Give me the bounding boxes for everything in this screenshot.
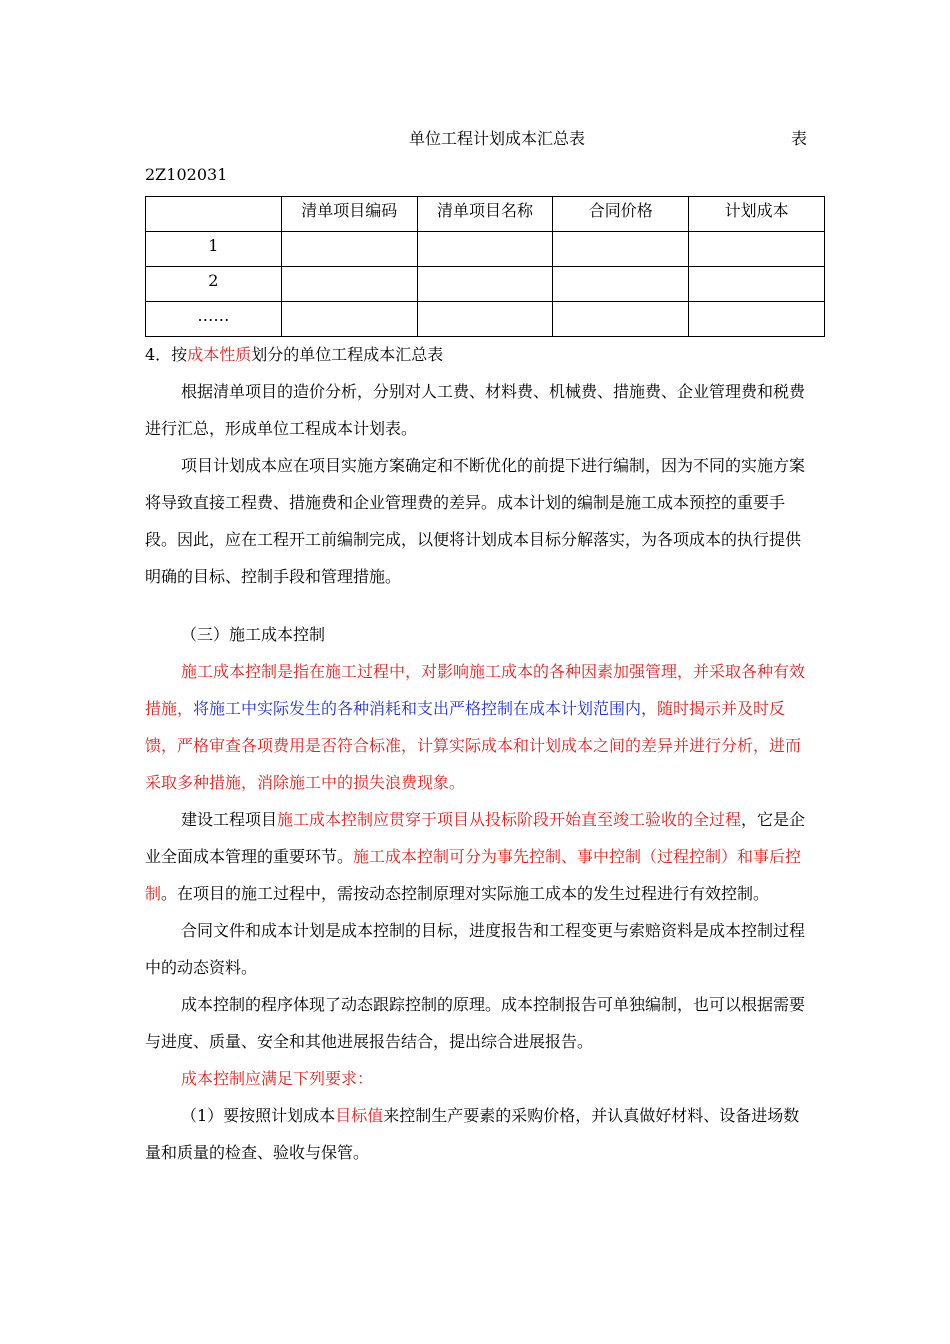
table-label: 表: [790, 129, 807, 148]
table-cell: [553, 302, 689, 337]
table-cell: [689, 302, 825, 337]
table-code: 2Z102031: [145, 165, 228, 184]
paragraph: 成本控制的程序体现了动态跟踪控制的原理。成本控制报告可单独编制，也可以根据需要与进度、质量、安全和其他进展报告结合，提出综合进展报告。: [145, 995, 806, 1051]
section-heading-3: （三）施工成本控制: [181, 625, 326, 644]
highlight-text: 成本性质: [187, 345, 252, 364]
table-header-cell: 计划成本: [689, 197, 825, 232]
highlight-text: 施工成本控制可分为事先控制、事中控制（过程控制）和事后控制: [145, 847, 802, 903]
highlight-text: 施工成本控制应贯穿于项目从投标阶段开始直至竣工验收的全过程: [277, 810, 742, 829]
cost-summary-table: [145, 196, 825, 337]
highlight-text: 目标值: [335, 1106, 384, 1125]
highlight-text: 施工成本控制是指在施工过程中，对影响施工成本的各种因素加强管理，并采取各种有效措施，: [145, 662, 806, 718]
table-cell: ……: [146, 302, 282, 337]
spacer: [145, 595, 815, 616]
table-cell: [553, 232, 689, 267]
table-cell: [281, 302, 417, 337]
table-title-line: [145, 126, 810, 152]
table-cell: [417, 267, 553, 302]
paragraph-highlight: 成本控制应满足下列要求：: [181, 1069, 374, 1088]
table-cell: [689, 232, 825, 267]
table-cell: [553, 267, 689, 302]
table-cell: [689, 267, 825, 302]
table-header-cell: 清单项目编码: [281, 197, 417, 232]
table-header-row: [146, 197, 825, 232]
highlight-text: 将施工中实际发生的各种消耗和支出严格控制在成本计划范围内，: [193, 699, 658, 718]
table-cell: 1: [146, 232, 282, 267]
paragraph: 项目计划成本应在项目实施方案确定和不断优化的前提下进行编制，因为不同的实施方案将导致直接工程费、措施费和企业管理费的差异。成本计划的编制是施工成本预控的重要手段。因此，应在工程开工前编制完成，以便将计划成本目标分解落实，为各项成本的执行提供明确的目标、控制手段和管理措施。: [145, 456, 806, 586]
table-cell: [417, 302, 553, 337]
table-row: [146, 302, 825, 337]
table-cell: [281, 232, 417, 267]
section-heading-4: 4．按成本性质划分的单位工程成本汇总表: [145, 345, 444, 364]
table-header-cell: 合同价格: [553, 197, 689, 232]
table-cell: [281, 267, 417, 302]
paragraph: 合同文件和成本计划是成本控制的目标，进度报告和工程变更与索赔资料是成本控制过程中的动态资料。: [145, 921, 806, 977]
table-header-cell: [146, 197, 282, 232]
paragraph: 建设工程项目施工成本控制应贯穿于项目从投标阶段开始直至竣工验收的全过程，它是企业全面成本管理的重要环节。施工成本控制可分为事先控制、事中控制（过程控制）和事后控制。在项目的施工过程中，需按动态控制原理对实际施工成本的发生过程进行有效控制。: [145, 810, 806, 903]
table-row: [146, 232, 825, 267]
table-title: 单位工程计划成本汇总表: [409, 129, 586, 148]
body-text: [145, 336, 815, 1171]
table-row: [146, 267, 825, 302]
table-header-cell: 清单项目名称: [417, 197, 553, 232]
highlight-text: 随时揭示并及时反馈，严格审查各项费用是否符合标准，计算实际成本和计划成本之间的差异并进行分析，进而采取多种措施，消除施工中的损失浪费现象。: [145, 699, 802, 792]
paragraph: （1）要按照计划成本目标值来控制生产要素的采购价格，并认真做好材料、设备进场数量和质量的检查、验收与保管。: [145, 1106, 800, 1162]
paragraph: 根据清单项目的造价分析，分别对人工费、材料费、机械费、措施费、企业管理费和税费进行汇总，形成单位工程成本计划表。: [145, 382, 806, 438]
table-cell: 2: [146, 267, 282, 302]
table-cell: [417, 232, 553, 267]
paragraph: [145, 653, 815, 801]
